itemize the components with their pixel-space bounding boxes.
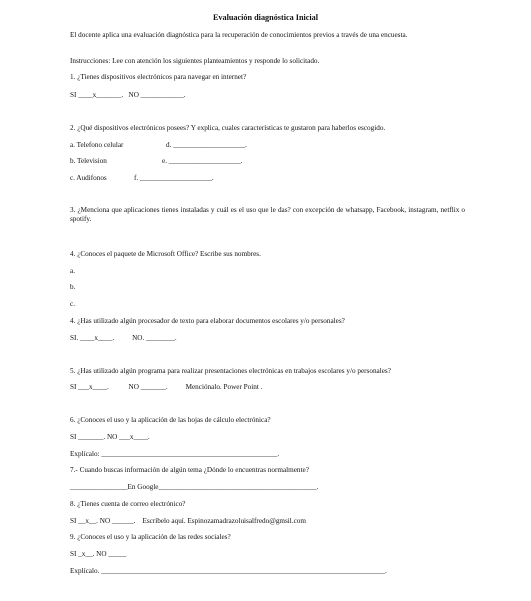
answer-4b[interactable]: SI. ____x____. NO. ________. — [70, 334, 177, 342]
question-6: 6. ¿Conoces el uso y la aplicación de las hojas de cálculo electrónica? — [70, 416, 271, 424]
question-8: 8. ¿Tienes cuenta de correo electrónico? — [70, 500, 186, 508]
question-4: 4. ¿Conoces el paquete de Microsoft Office? Escribe sus nombres. — [70, 250, 261, 258]
option-4c[interactable]: c. — [70, 300, 75, 308]
document-title: Evaluación diagnóstica Inicial — [212, 13, 319, 22]
answer-8[interactable]: SI __x__. NO ______. Escríbelo aquí. Espinozamadrazoluisalfredo@gmsil.com — [70, 517, 306, 525]
option-2e[interactable]: e. ____________________. — [162, 157, 243, 165]
answer-9[interactable]: SI _x__. NO _____ — [70, 550, 127, 558]
instructions: Instrucciones: Lee con atención los siguientes planteamientos y responde lo solicitado. — [70, 57, 320, 65]
option-4b[interactable]: b. — [70, 283, 76, 291]
question-3: 3. ¿Menciona que aplicaciones tienes instaladas y cuál es el uso que le das? con excepción de whatsapp, Facebook, instagram, netflix o spotify. — [70, 206, 465, 224]
answer-5[interactable]: SI ___x____. NO _______. Menciónalo. Power Point . — [70, 383, 263, 391]
question-5: 5. ¿Has utilizado algún programa para realizar presentaciones electrónicas en trabajos escolares y/o personales? — [70, 367, 391, 375]
option-2a: a. Telefono celular — [70, 141, 124, 149]
answer-7[interactable]: ________________En Google____________________________________________. — [70, 483, 319, 491]
answer-6[interactable]: SI _______. NO ___x____. — [70, 433, 150, 441]
explain-9[interactable]: Explícalo. _______________________________________________________________________________. — [70, 567, 387, 575]
intro-paragraph: El docente aplica una evaluación diagnóstica para la recuperación de conocimientos previos a través de una encuesta. — [70, 31, 408, 39]
option-2c: c. Audifonos — [70, 174, 107, 182]
question-7: 7.- Cuando buscas información de algún tema ¿Dónde lo encuentras normalmente? — [70, 466, 309, 474]
question-4b: 4. ¿Has utilizado algún procesador de texto para elaborar documentos escolares y/o personales? — [70, 317, 345, 325]
option-2d[interactable]: d. ____________________. — [166, 141, 247, 149]
question-9: 9. ¿Conoces el uso y la aplicación de las redes sociales? — [70, 533, 231, 541]
option-2f[interactable]: f. ____________________. — [134, 174, 214, 182]
answer-1[interactable]: SI ____x_______. NO ____________. — [70, 91, 186, 99]
explain-6[interactable]: Explícalo: _________________________________________________. — [70, 450, 280, 458]
option-2b: b. Television — [70, 157, 107, 165]
option-4a[interactable]: a. — [70, 267, 75, 275]
question-1: 1. ¿Tienes dispositivos electrónicos para navegar en internet? — [70, 73, 247, 81]
question-2: 2. ¿Qué dispositivos electrónicos posees? Y explica, cuales características te gustaron para haberlos escogido. — [70, 124, 386, 132]
